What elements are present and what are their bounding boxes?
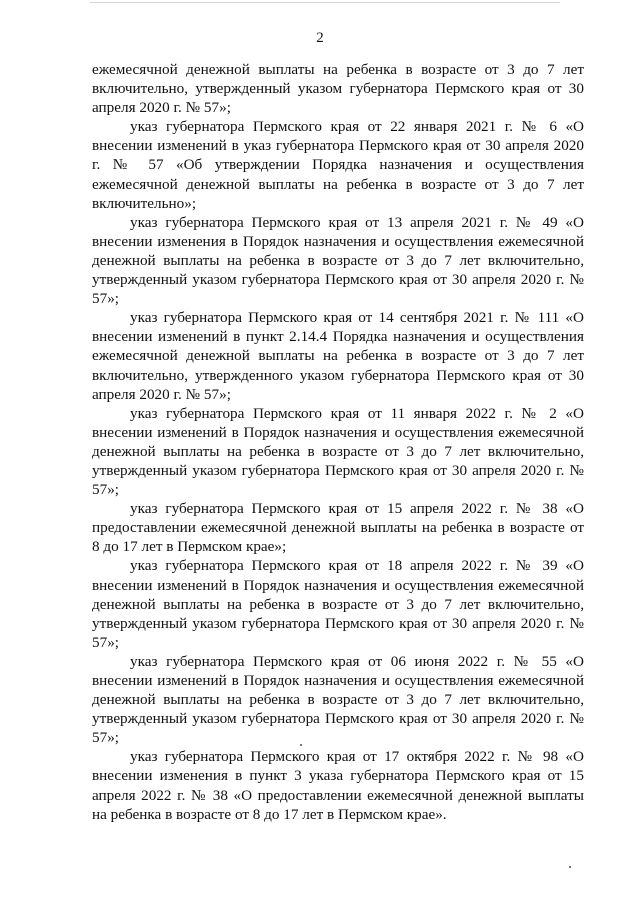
paragraph-decree-2021-04-13: указ губернатора Пермского края от 13 апреля 2021 г. № 49 «О внесении изменения в Порядок назначения и осуществления ежемесячной денежной выплаты на ребенка в возрасте от 3 до 7 лет включительно, утвержденный указом губернатора Пермского края от 30 апреля 2020 г. № 57»; [92,213,584,308]
top-border-line [90,2,560,3]
paragraph-decree-2021-01-22: указ губернатора Пермского края от 22 января 2021 г. № 6 «О внесении изменений в указ губернатора Пермского края от 30 апреля 2020 г. № 57 «Об утверждении Порядка назначения и осуществления ежемесячной денежной выплаты на ребенка в возрасте от 3 до 7 лет включительно»; [92,118,584,212]
scan-speck [300,744,302,746]
paragraph-decree-2022-06-06: указ губернатора Пермского края от 06 июня 2022 г. № 55 «О внесении изменений в Порядок назначения и осуществления ежемесячной денежной выплаты на ребенка в возрасте от 3 до 7 лет включительно, утвержденный указом губернатора Пермского края от 30 апреля 2020 г. № 57»; [92,652,584,747]
document-body [92,60,584,824]
paragraph-continuation: ежемесячной денежной выплаты на ребенка в возрасте от 3 до 7 лет включительно, утвержденный указом губернатора Пермского края от 30 апреля 2020 г. № 57»; [92,61,584,117]
paragraph-decree-2022-01-11: указ губернатора Пермского края от 11 января 2022 г. № 2 «О внесении изменений в Порядок назначения и осуществления ежемесячной денежной выплаты на ребенка в возрасте от 3 до 7 лет включительно, утвержденный указом губернатора Пермского края от 30 апреля 2020 г. № 57»; [92,404,584,499]
paragraph-decree-2021-09-14: указ губернатора Пермского края от 14 сентября 2021 г. № 111 «О внесении изменений в пункт 2.14.4 Порядка назначения и осуществления ежемесячной денежной выплаты на ребенка в возрасте от 3 до 7 лет включительно, утвержденного указом губернатора Пермского края от 30 апреля 2020 г. № 57»; [92,309,584,403]
paragraph-decree-2022-04-18: указ губернатора Пермского края от 18 апреля 2022 г. № 39 «О внесении изменений в Порядок назначения и осуществления ежемесячной денежной выплаты на ребенка в возрасте от 3 до 7 лет включительно, утвержденный указом губернатора Пермского края от 30 апреля 2020 г. № 57»; [92,557,584,651]
page-number: 2 [316,30,324,46]
paragraph-decree-2022-04-15: указ губернатора Пермского края от 15 апреля 2022 г. № 38 «О предоставлении ежемесячной денежной выплаты на ребенка в возрасте от 8 до 17 лет в Пермском крае»; [92,500,584,556]
paragraph-decree-2022-10-17: указ губернатора Пермского края от 17 октября 2022 г. № 98 «О внесении изменения в пункт 3 указа губернатора Пермского края от 15 апреля 2022 г. № 38 «О предоставлении ежемесячной денежной выплаты на ребенка в возрасте от 8 до 17 лет в Пермском крае». [92,748,584,823]
scan-speck [569,866,571,868]
